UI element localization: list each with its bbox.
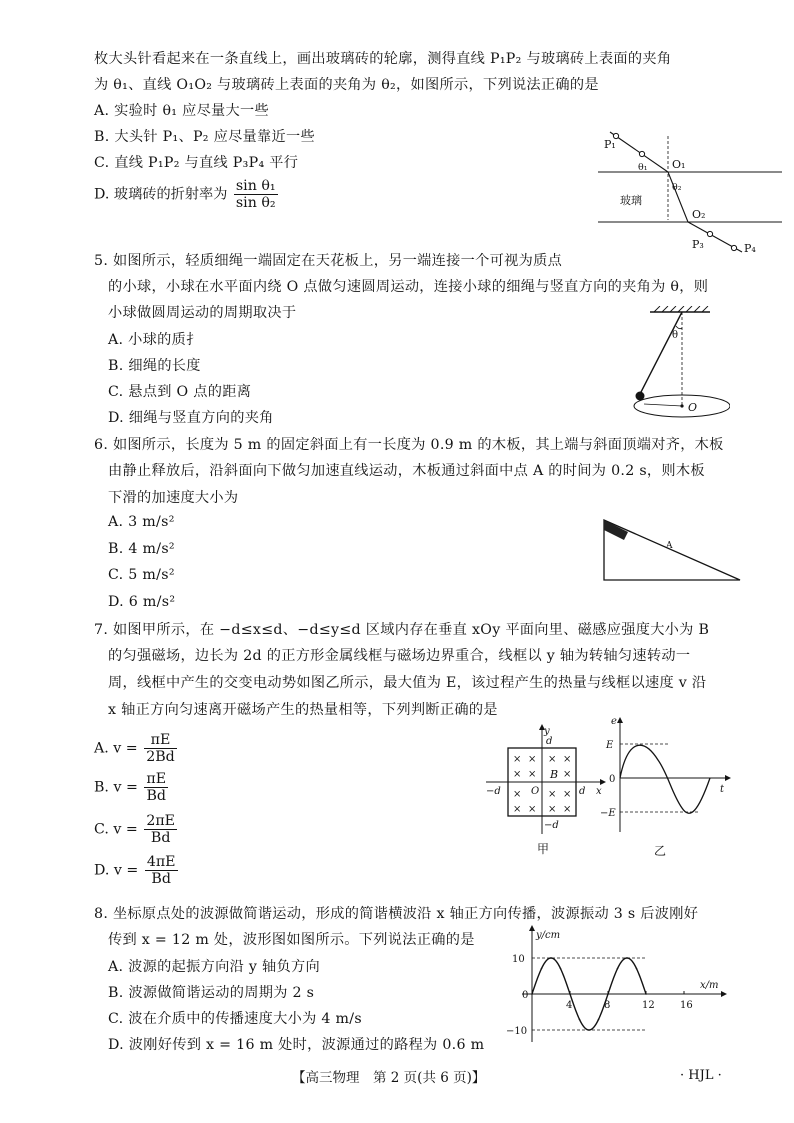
wave-data-point	[626, 957, 628, 959]
wave-data-point	[607, 993, 609, 995]
x-tick-label: 4	[566, 1000, 573, 1011]
q7-option-d-prefix: D. v =	[94, 862, 139, 879]
q7-option-b-denominator: Bd	[146, 788, 166, 804]
x-tick-label: 8	[604, 1000, 611, 1011]
label-d-top: d	[546, 736, 553, 747]
q7-option-c-numerator: 2πE	[146, 813, 176, 829]
q7-option-c-prefix: C. v =	[94, 821, 138, 838]
pin-p3	[707, 231, 712, 236]
x-axis-arrow	[721, 991, 727, 997]
y-tick-label: 10	[512, 954, 525, 965]
q5-option-d: D. 细绳与竖直方向的夹角	[108, 410, 274, 426]
svg-text:×: ×	[548, 754, 557, 765]
svg-text:×: ×	[563, 754, 572, 765]
label-zero: 0	[609, 774, 616, 785]
q8-option-d: D. 波刚好传到 x = 16 m 处时，波源通过的路程为 0.6 m	[108, 1037, 485, 1053]
wooden-board	[604, 520, 628, 540]
label-theta: θ	[672, 330, 679, 341]
wave-data-point	[541, 968, 543, 970]
center-point	[680, 404, 683, 407]
q5-stem-line-2: 的小球，小球在水平面内绕 O 点做匀速圆周运动，连接小球的细绳与竖直方向的夹角为 θ，则	[108, 279, 709, 295]
q8-option-b: B. 波源做简谐运动的周期为 2 s	[108, 985, 315, 1001]
e-axis-arrow	[617, 717, 623, 723]
q7-option-b-prefix: B. v =	[94, 779, 138, 796]
q6-stem-line-2: 由静止释放后，沿斜面向下做匀加速直线运动，木板通过斜面中点 A 的时间为 0.2 s，则木板	[108, 463, 705, 479]
q4-option-a: A. 实验时 θ₁ 应尽量大一些	[94, 103, 270, 119]
q7-option-a-denominator: 2Bd	[146, 749, 175, 765]
label-p1: P₁	[604, 138, 616, 151]
svg-text:×: ×	[563, 769, 572, 780]
q4-option-d-denominator: sin θ₂	[235, 195, 276, 211]
emf-curve	[620, 745, 710, 813]
q5-stem-line-3: 小球做圆周运动的周期取决于	[108, 305, 297, 321]
q7-option-a	[94, 732, 177, 765]
svg-text:×: ×	[563, 804, 572, 815]
q6-option-b: B. 4 m/s²	[108, 541, 175, 557]
q4-continued-line-1: 枚大头针看起来在一条直线上，画出玻璃砖的轮廓，测得直线 P₁P₂ 与玻璃砖上表面的夹角	[94, 51, 672, 67]
label-o1: O₁	[672, 158, 686, 171]
q4-glass-refraction-figure	[592, 124, 792, 259]
ceiling-hatching	[654, 306, 708, 312]
wave-data-point	[598, 1019, 600, 1021]
label-e: e	[611, 716, 617, 727]
q7-option-c-denominator: Bd	[150, 830, 171, 846]
x-tick-label: 12	[642, 1000, 655, 1011]
label-y: y	[544, 726, 550, 737]
y-axis-arrow	[529, 925, 535, 931]
y-tick-label: −10	[506, 1026, 528, 1037]
svg-text:×: ×	[528, 754, 537, 765]
label-point-a: A	[666, 541, 673, 551]
label-neg-d-bottom: −d	[544, 820, 559, 831]
label-x: x	[596, 786, 602, 797]
q6-incline-figure	[598, 516, 748, 586]
q6-stem-line-3: 下滑的加速度大小为	[108, 490, 239, 506]
q4-option-d-numerator: sin θ₁	[235, 178, 276, 194]
q5-option-c: C. 悬点到 O 点的距离	[108, 384, 252, 400]
q4-option-d	[94, 178, 278, 211]
figure-jia-caption: 甲	[537, 842, 550, 856]
label-o2: O₂	[692, 208, 706, 221]
label-theta1: θ₁	[638, 162, 648, 173]
svg-text:×: ×	[513, 754, 522, 765]
x-tick-label: 16	[680, 1000, 693, 1011]
q7-option-b-fraction	[144, 771, 168, 804]
label-theta2: θ₂	[672, 182, 682, 193]
q5-stem-line-1: 5. 如图所示，轻质细绳一端固定在天花板上，另一端连接一个可视为质点	[94, 253, 563, 269]
q4-continued-line-2: 为 θ₁、直线 O₁O₂ 与玻璃砖上表面的夹角为 θ₂，如图所示，下列说法正确的是	[94, 77, 599, 93]
radius-line	[644, 404, 682, 406]
t-axis-arrow	[725, 775, 731, 781]
q4-option-b: B. 大头针 P₁、P₂ 应尽量靠近一些	[94, 129, 315, 145]
x-axis-label: x/m	[700, 980, 719, 991]
wave-data-point	[531, 993, 533, 995]
q4-option-d-fraction	[234, 178, 278, 211]
wave-data-point	[588, 1029, 590, 1031]
q7-stem-line-3: 周，线框中产生的交变电动势如图乙所示，最大值为 E，该过程产生的热量与线框以速度 v 沿	[108, 675, 707, 691]
wave-data-point	[569, 993, 571, 995]
string	[640, 312, 682, 394]
q5-option-b: B. 细绳的长度	[108, 358, 201, 374]
y-axis-label: y/cm	[536, 930, 561, 941]
label-t: t	[720, 784, 725, 795]
q7-option-a-fraction	[144, 732, 177, 765]
pin-p4	[731, 245, 736, 250]
q8-stem-line-2: 传到 x = 12 m 处，波形图如图所示。下列说法正确的是	[108, 932, 475, 948]
label-e-min: −E	[600, 808, 616, 819]
label-b: B	[550, 768, 559, 781]
q7-option-a-prefix: A. v =	[94, 740, 138, 757]
svg-text:×: ×	[528, 769, 537, 780]
q5-option-a: A. 小球的质扌	[108, 332, 201, 348]
q6-option-a: A. 3 m/s²	[108, 514, 175, 530]
wave-data-point	[560, 968, 562, 970]
q7-option-d-denominator: Bd	[151, 871, 171, 887]
q7-stem-line-4: x 轴正方向匀速离开磁场产生的热量相等，下列判断正确的是	[108, 702, 498, 718]
q7-option-d	[94, 854, 178, 887]
q7-figure-yi	[598, 716, 733, 858]
q6-option-c: C. 5 m/s²	[108, 567, 175, 583]
svg-text:×: ×	[548, 789, 557, 800]
refracted-ray	[668, 172, 688, 222]
q8-option-c: C. 波在介质中的传播速度大小为 4 m/s	[108, 1011, 362, 1027]
wave-data-point	[617, 968, 619, 970]
q8-stem-line-1: 8. 坐标原点处的波源做简谐运动，形成的简谐横波沿 x 轴正方向传播，波源振动 3 s 后波刚好	[94, 906, 699, 922]
q7-option-b	[94, 771, 168, 804]
q7-stem-line-2: 的匀强磁场，边长为 2d 的正方形金属线框与磁场边界重合，线框以 y 轴为转轴匀速转动一	[108, 648, 691, 664]
q4-option-c: C. 直线 P₁P₂ 与直线 P₃P₄ 平行	[94, 155, 299, 171]
q8-option-a: A. 波源的起振方向沿 y 轴负方向	[108, 959, 320, 975]
page-footer: 【高三物理 第 2 页(共 6 页)】	[292, 1070, 486, 1086]
svg-text:×: ×	[513, 804, 522, 815]
label-neg-d-left: −d	[486, 786, 501, 797]
label-d-right: d	[579, 786, 586, 797]
theta-arc	[676, 326, 682, 329]
q7-option-b-numerator: πE	[146, 771, 167, 787]
figure-yi-caption: 乙	[654, 844, 667, 858]
q7-option-c-fraction	[144, 813, 177, 846]
q5-conical-pendulum-figure	[610, 306, 730, 424]
q7-option-a-numerator: πE	[144, 732, 177, 749]
svg-text:×: ×	[513, 769, 522, 780]
q7-figure-jia	[482, 722, 607, 856]
ball	[636, 392, 645, 401]
svg-text:×: ×	[548, 804, 557, 815]
label-p4: P₄	[744, 242, 756, 255]
q6-stem-line-1: 6. 如图所示，长度为 5 m 的固定斜面上有一长度为 0.9 m 的木板，其上端与斜面顶端对齐，木板	[94, 437, 724, 453]
q6-option-d: D. 6 m/s²	[108, 594, 176, 610]
q7-stem-line-1: 7. 如图甲所示，在 −d≤x≤d、−d≤y≤d 区域内存在垂直 xOy 平面向里、磁感应强度大小为 B	[94, 622, 710, 638]
svg-text:×: ×	[528, 804, 537, 815]
q7-option-d-numerator: 4πE	[146, 854, 176, 870]
label-origin: O	[531, 786, 540, 797]
label-o: O	[688, 401, 698, 414]
q7-option-d-fraction	[145, 854, 178, 887]
wave-data-point	[550, 957, 552, 959]
svg-text:×: ×	[563, 789, 572, 800]
label-p3: P₃	[692, 238, 704, 251]
q4-option-d-prefix: D. 玻璃砖的折射率为	[94, 186, 228, 203]
wave-data-point	[645, 993, 647, 995]
q8-wave-chart	[500, 924, 728, 1044]
wave-data-point	[636, 968, 638, 970]
page-code: · HJL ·	[680, 1068, 722, 1083]
label-e-max: E	[606, 740, 614, 751]
pin-p2	[639, 151, 644, 156]
svg-text:×: ×	[513, 789, 522, 800]
y-tick-label: 0	[522, 990, 529, 1001]
label-glass: 玻璃	[620, 194, 642, 207]
q7-option-c	[94, 813, 177, 846]
wave-data-point	[579, 1019, 581, 1021]
